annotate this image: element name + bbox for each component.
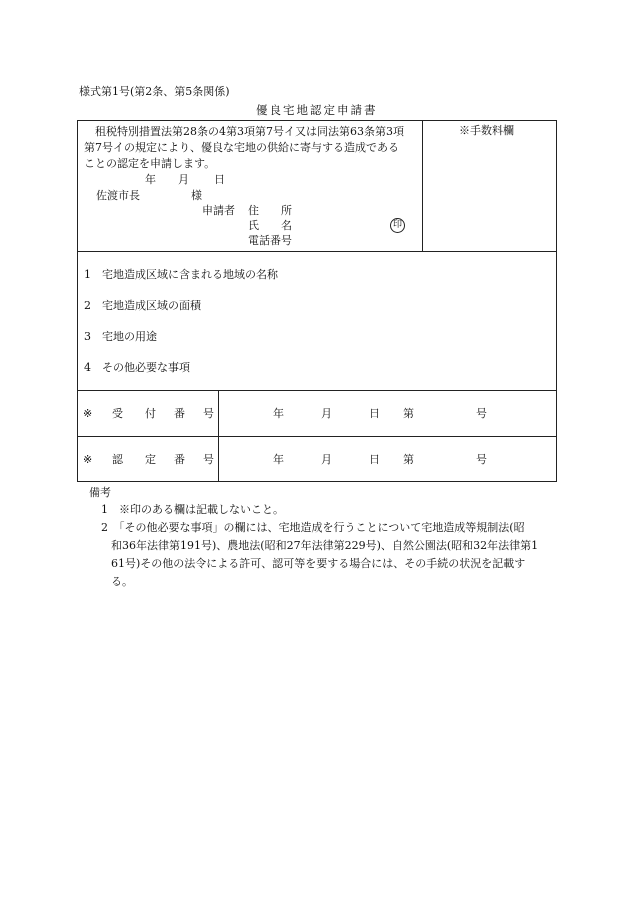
- divider-fee-column: [422, 120, 423, 251]
- receipt-month: 月: [321, 407, 332, 420]
- fee-column-label: ※手数料欄: [459, 124, 514, 137]
- receipt-ordinal: 第: [403, 407, 414, 420]
- applicant-address-label: 住 所: [248, 204, 292, 217]
- approval-label-char: 番: [174, 453, 185, 466]
- divider-receipt: [77, 436, 557, 437]
- approval-year: 年: [273, 453, 284, 466]
- addressee-name: 佐渡市長: [96, 189, 140, 202]
- approval-number-suffix: 号: [476, 453, 487, 466]
- applicant-name-label: 氏 名: [248, 219, 292, 232]
- approval-month: 月: [321, 453, 332, 466]
- date-day: 日: [214, 173, 225, 186]
- form-title: 優良宅地認定申請書: [256, 103, 378, 117]
- remarks-note-2-line-2: 和36年法律第191号)、農地法(昭和27年法律第229号)、自然公園法(昭和32年法律第1: [111, 539, 539, 552]
- remarks-note-1: 1 ※印のある欄は記載しないこと。: [101, 503, 284, 516]
- remarks-note-2-line-1: 2 「その他必要な事項」の欄には、宅地造成を行うことについて宅地造成等規制法(昭: [101, 521, 525, 534]
- approval-label-char: 定: [145, 453, 156, 466]
- applicant-phone-label: 電話番号: [248, 234, 292, 247]
- application-line-1: 租税特別措置法第28条の4第3項第7号イ又は同法第63条第3項: [84, 125, 404, 138]
- approval-ordinal: 第: [403, 453, 414, 466]
- remarks-heading: 備考: [89, 486, 111, 499]
- item-other-matters: 4 その他必要な事項: [84, 361, 190, 374]
- item-area-size: 2 宅地造成区域の面積: [84, 299, 201, 312]
- remarks-note-2-line-4: る。: [111, 575, 133, 588]
- item-area-name: 1 宅地造成区域に含まれる地域の名称: [84, 268, 278, 281]
- receipt-label-char: 番: [174, 407, 185, 420]
- divider-application: [77, 251, 557, 252]
- receipt-label-mark: ※: [83, 407, 93, 420]
- approval-label-char: 認: [112, 453, 123, 466]
- approval-label-mark: ※: [83, 453, 93, 466]
- approval-label-char: 号: [203, 453, 214, 466]
- receipt-number-suffix: 号: [476, 407, 487, 420]
- application-line-2: 第7号イの規定により、優良な宅地の供給に寄与する造成である: [84, 141, 399, 154]
- divider-items: [77, 390, 557, 391]
- date-year: 年: [145, 173, 156, 186]
- date-month: 月: [178, 173, 189, 186]
- applicant-label: 申請者: [202, 204, 235, 217]
- addressee-honorific: 様: [191, 189, 202, 202]
- receipt-label-char: 付: [145, 407, 156, 420]
- seal-mark-icon: 印: [390, 218, 405, 233]
- item-land-use: 3 宅地の用途: [84, 330, 157, 343]
- divider-number-column: [218, 390, 219, 482]
- application-line-3: ことの認定を申請します。: [84, 157, 216, 170]
- form-number: 様式第1号(第2条、第5条関係): [79, 85, 230, 98]
- receipt-label-char: 受: [112, 407, 123, 420]
- receipt-label-char: 号: [203, 407, 214, 420]
- receipt-year: 年: [273, 407, 284, 420]
- remarks-note-2-line-3: 61号)その他の法令による許可、認可等を要する場合には、その手続の状況を記載す: [111, 557, 526, 570]
- receipt-day: 日: [369, 407, 380, 420]
- approval-day: 日: [369, 453, 380, 466]
